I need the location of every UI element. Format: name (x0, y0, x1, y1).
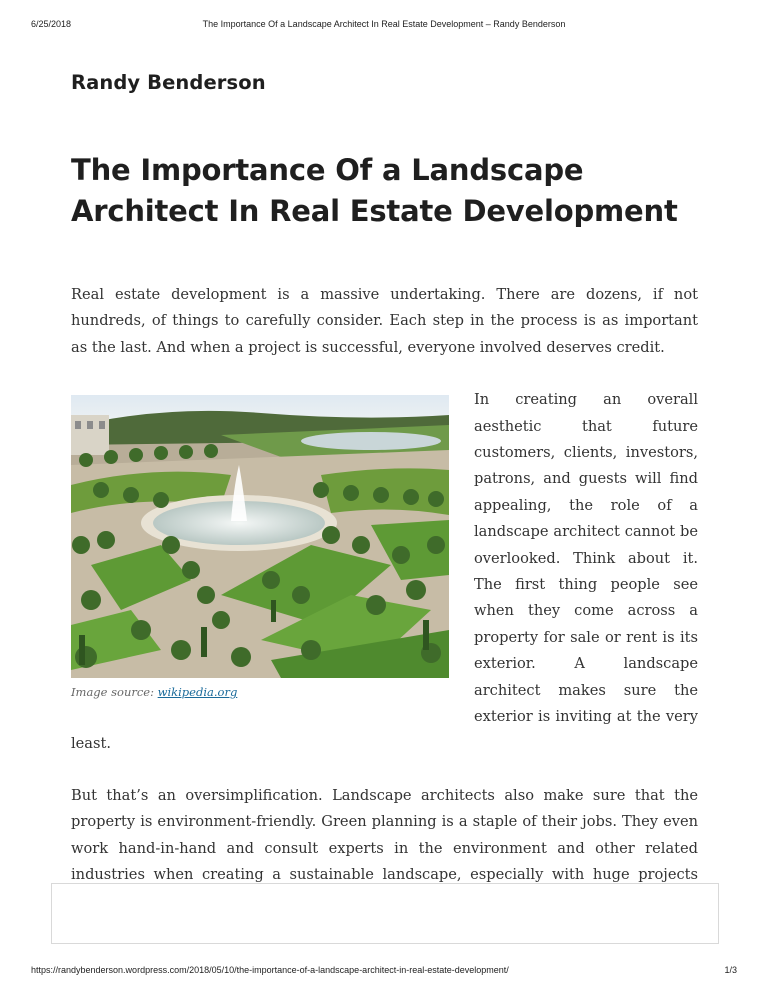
post-title: The Importance Of a Landscape Architect In Real Estate Development (71, 153, 678, 228)
page-number: 1/3 (724, 965, 737, 975)
caption-source-link[interactable]: wikipedia.org (157, 685, 238, 700)
paragraph-intro: Real estate development is a massive undertaking. There are dozens, if not hundreds, of things to carefully consider. Each step in the process is as important as the last. And when a project is successful, everyone involved deserves credit. (71, 286, 698, 356)
print-date: 6/25/2018 (31, 19, 72, 29)
paragraph-green-planning: But that’s an oversimplification. Landscape architects also make sure that the property is environment-friendly. Green planning is a staple of their jobs. They even work hand-in-hand and consult experts in the environment and other related industries when creating a sustainable landscape, especially with huge projects (71, 786, 698, 884)
print-header (0, 19, 768, 31)
print-doc-title: The Importance Of a Landscape Architect In Real Estate Development – Randy Benderson (202, 19, 566, 29)
post-figure (71, 395, 449, 700)
ad-placeholder (51, 883, 719, 944)
image-caption (71, 684, 449, 700)
site-title[interactable]: Randy Benderson (71, 71, 266, 94)
paragraph-landscape-role: In creating an overall aesthetic that future customers, clients, investors, patrons, and guests will find appealing, the role of a landscape architect cannot be overlooked. Think about it. The first thing people see when they come across a property for sale or rent is its exterior. A landscape architect makes sure the exterior is inviting at the very least. (71, 391, 698, 752)
post-content (71, 282, 698, 941)
print-footer (0, 965, 768, 977)
garden-photo[interactable] (71, 395, 449, 678)
print-url: https://randybenderson.wordpress.com/2018/05/10/the-importance-of-a-landscape-architect-in-real-estate-development/ (31, 965, 509, 975)
caption-prefix: Image source: (71, 685, 154, 700)
